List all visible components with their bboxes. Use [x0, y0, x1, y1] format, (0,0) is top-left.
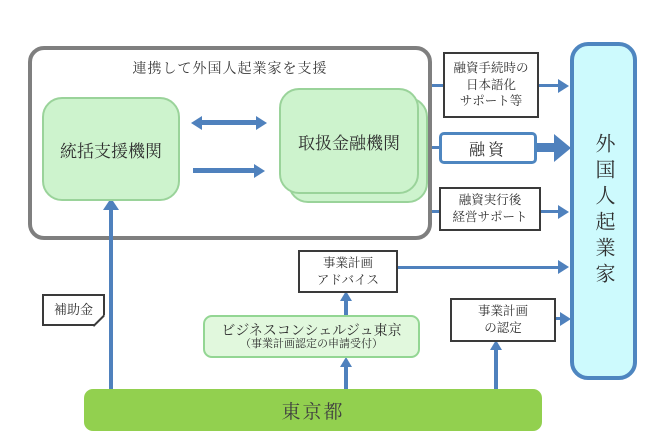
tokyo-metropolitan-box — [84, 389, 542, 431]
advice-line2: アドバイス — [316, 272, 380, 287]
arrow-right-icon — [256, 116, 267, 130]
arrow-right-icon — [558, 260, 569, 274]
certification-up-line — [494, 349, 498, 389]
loan-support-line3: サポート等 — [459, 94, 523, 109]
financial-institution-label: 取扱金融機関 — [298, 133, 400, 153]
arrow-up-icon — [340, 357, 352, 367]
business-concierge-box — [203, 315, 420, 358]
certification-line2: の認定 — [484, 321, 522, 335]
business-plan-advice-box — [298, 250, 398, 293]
arrow-right-icon — [254, 164, 265, 178]
loan-box — [439, 132, 537, 164]
post-loan-support-box — [439, 187, 541, 231]
mutual-arrow-shaft — [202, 120, 256, 125]
loan-big-arrow-shaft — [537, 143, 555, 152]
big-arrow-right-icon — [554, 134, 571, 162]
cooperation-title: 連携して外国人起業家を支援 — [132, 60, 328, 76]
financial-institution-box — [279, 88, 419, 194]
business-plan-certification-box — [450, 298, 556, 342]
loan-label: 融資 — [468, 141, 507, 159]
concierge-line2: （事業計画認定の申請受付） — [240, 338, 383, 351]
post-loan-line2: 経営サポート — [452, 210, 528, 224]
loan-support-line1: 融資手続時の — [453, 60, 529, 75]
entrepreneur-box — [570, 42, 637, 380]
advice-line1: 事業計画 — [322, 255, 373, 270]
subsidy-line — [109, 209, 113, 389]
post-loan-line1: 融資実行後 — [458, 193, 522, 208]
subsidy-label-box — [42, 294, 105, 326]
concierge-to-advice-line — [344, 300, 348, 315]
entrepreneur-label: 外国人起業家 — [592, 133, 614, 289]
concierge-line1: ビジネスコンシェルジュ東京 — [221, 321, 402, 338]
tokyo-label: 東京都 — [281, 401, 345, 423]
advice-line — [397, 266, 562, 269]
arrow-left-icon — [191, 116, 202, 130]
coordinator-org-box — [42, 97, 180, 201]
tokyo-to-concierge-line — [344, 365, 348, 389]
subsidy-label: 補助金 — [53, 302, 93, 318]
arrow-right-icon — [558, 205, 569, 219]
loan-support-line2: 日本語化 — [465, 77, 516, 92]
coordinator-org-label: 統括支援機関 — [60, 141, 162, 161]
loan-language-support-box — [443, 52, 539, 118]
forward-arrow-shaft — [193, 168, 254, 173]
arrow-right-icon — [558, 79, 569, 93]
certification-line1: 事業計画 — [477, 304, 528, 319]
